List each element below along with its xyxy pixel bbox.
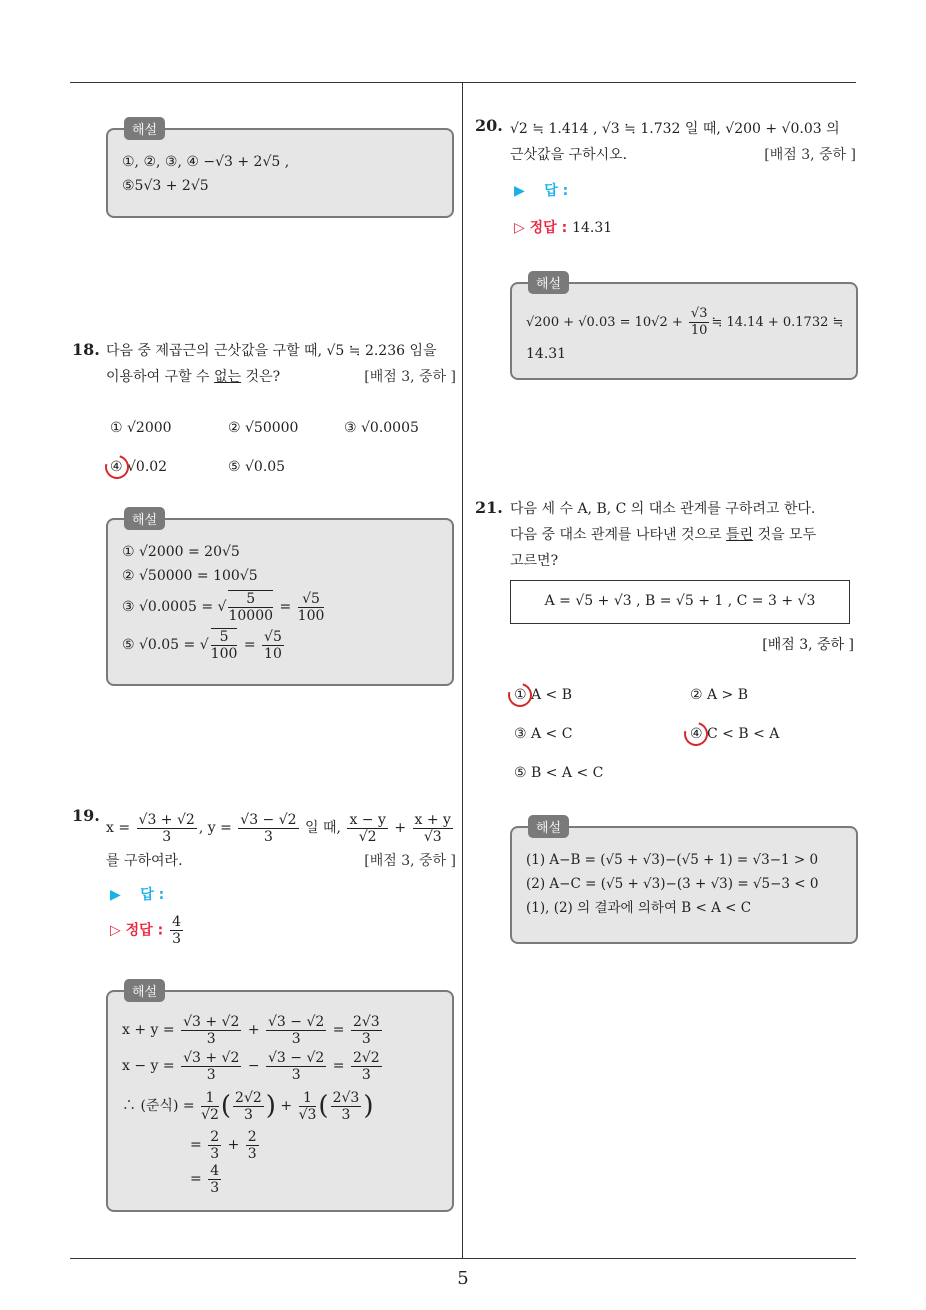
q19-text-line-1: x = $\frac{√3 + √2}{3}$ , y = $\frac{√3 - √2}{3}$ 일 때, $\frac{x - y}{√2}$ + $\frac{x + y}{√3}$ [106, 811, 451, 845]
q17-solution-line-1: ①, ②, ③, ④ −√3 + 2√5 , [122, 154, 290, 170]
q20-text [510, 116, 856, 168]
q21-choice-5[interactable]: ⑤ B < A < C [514, 765, 604, 781]
q19-text [106, 808, 456, 874]
solution-tag: 해설 [528, 815, 569, 838]
q18-text [106, 338, 456, 390]
q21-choice-4[interactable]: ④ C < B < A [690, 726, 780, 742]
q18-underlined-word: 없는 [214, 369, 242, 385]
q19-solution-line-4: = $\frac{2}{3}$ + $\frac{2}{3}$ [190, 1128, 257, 1162]
column-divider [462, 82, 463, 1258]
bottom-rule [70, 1258, 856, 1259]
outline-arrow-icon: ▷ [514, 220, 525, 236]
q18-choice-4[interactable]: ④ √0.02 [110, 459, 168, 475]
q18-solution-line-2: ② √50000 = 100√5 [122, 568, 258, 584]
q21-text-line-1: 다음 세 수 A, B, C 의 대소 관계를 구하려고 한다. [510, 501, 816, 517]
q21-score-meta: [배점 3, 중하 ] [762, 637, 854, 653]
q19-score-meta: [배점 3, 중하 ] [364, 853, 456, 869]
q20-text-line-2: 근삿값을 구하시오. [배점 3, 중하 ] [510, 142, 856, 168]
q20-score-meta: [배점 3, 중하 ] [764, 147, 856, 163]
q21-number: 21. [475, 498, 503, 517]
q19-solution-line-5: = $\frac{4}{3}$ [190, 1162, 220, 1196]
page-number: 5 [457, 1268, 469, 1289]
q21-solution-box [510, 821, 858, 944]
q19-correct-answer: ▷ 정답 : $\frac{4}{3}$ [110, 914, 181, 947]
q20-solution-line-1: √200 + √0.03 = 10√2 + $\frac{√3}{10}$ ≒ 14.14 + 0.1732 ≒ [526, 306, 844, 338]
q21-underlined-word: 틀린 [726, 527, 754, 543]
q21-text [510, 496, 856, 574]
top-rule [70, 82, 856, 83]
q19-answer-prompt: ▶ 답 : [110, 887, 165, 903]
outline-arrow-icon: ▷ [110, 922, 121, 939]
q18-solution-line-1: ① √2000 = 20√5 [122, 544, 240, 560]
q20-number: 20. [475, 116, 503, 135]
q18-choice-2[interactable]: ② √50000 [228, 420, 299, 436]
q21-formula-box: A = √5 + √3 , B = √5 + 1 , C = 3 + √3 [510, 580, 850, 624]
q18-solution-line-4: ⑤ √0.05 = √ $\frac{5}{100}$ = $\frac{√5}{10}$ [122, 628, 282, 662]
q20-text-line-1: √2 ≒ 1.414 , √3 ≒ 1.732 일 때, √200 + √0.03 의 [510, 121, 840, 137]
q21-text-line-3: 고르면? [510, 553, 559, 569]
q19-solution-line-1: x + y = $\frac{√3 + √2}{3}$ + $\frac{√3 - √2}{3}$ = $\frac{2√3}{3}$ [122, 1013, 380, 1047]
q19-number: 19. [72, 806, 100, 825]
q20-answer-prompt: ▶ 답 : [514, 183, 569, 199]
q18-choice-1[interactable]: ① √2000 [110, 420, 172, 436]
q20-solution-box [510, 277, 858, 380]
q18-choice-5[interactable]: ⑤ √0.05 [228, 459, 286, 475]
play-arrow-icon: ▶ [514, 183, 525, 199]
q18-number: 18. [72, 340, 100, 359]
q17-solution-box [106, 123, 454, 218]
solution-tag: 해설 [124, 507, 165, 530]
q17-solution-line-2: ⑤5√3 + 2√5 [122, 178, 209, 194]
q21-text-line-2: 다음 중 대소 관계를 나타낸 것으로 틀린 것을 모두 [510, 527, 817, 543]
q18-solution-box [106, 513, 454, 686]
q19-solution-box [106, 985, 454, 1212]
q18-solution-line-3: ③ √0.0005 = √ $\frac{5}{10000}$ = $\frac{√5}{100}$ [122, 590, 325, 624]
q18-choice-3[interactable]: ③ √0.0005 [344, 420, 419, 436]
q19-solution-line-2: x − y = $\frac{√3 + √2}{3}$ − $\frac{√3 - √2}{3}$ = $\frac{2√2}{3}$ [122, 1049, 380, 1083]
q18-text-line-2: 이용하여 구할 수 없는 것은? [배점 3, 중하 ] [106, 364, 456, 390]
q20-correct-answer: ▷ 정답 : 14.31 [514, 220, 613, 236]
q21-solution-line-2: (2) A−C = (√5 + √3)−(3 + √3) = √5−3 < 0 [526, 876, 819, 892]
q21-solution-line-1: (1) A−B = (√5 + √3)−(√5 + 1) = √3−1 > 0 [526, 852, 819, 868]
q20-solution-line-2: 14.31 [526, 346, 567, 362]
q19-solution-line-3: ∴ (준식) = $\frac{1}{√2}$ ( $\frac{2√2}{3}$ ) + $\frac{1}{√3}$ ( $\frac{2√3}{3}$ ) [122, 1089, 374, 1123]
q21-choice-3[interactable]: ③ A < C [514, 726, 573, 742]
q21-choice-1[interactable]: ① A < B [514, 687, 573, 703]
q18-score-meta: [배점 3, 중하 ] [364, 369, 456, 385]
q19-text-line-2: 를 구하여라. [배점 3, 중하 ] [106, 848, 456, 874]
play-arrow-icon: ▶ [110, 887, 121, 903]
q21-solution-line-3: (1), (2) 의 결과에 의하여 B < A < C [526, 900, 752, 916]
solution-tag: 해설 [124, 117, 165, 140]
solution-tag: 해설 [528, 271, 569, 294]
q18-answer-circle [101, 451, 134, 484]
q18-text-line-1: 다음 중 제곱근의 근삿값을 구할 때, √5 ≒ 2.236 임을 [106, 343, 437, 359]
q21-choice-2[interactable]: ② A > B [690, 687, 749, 703]
solution-tag: 해설 [124, 979, 165, 1002]
